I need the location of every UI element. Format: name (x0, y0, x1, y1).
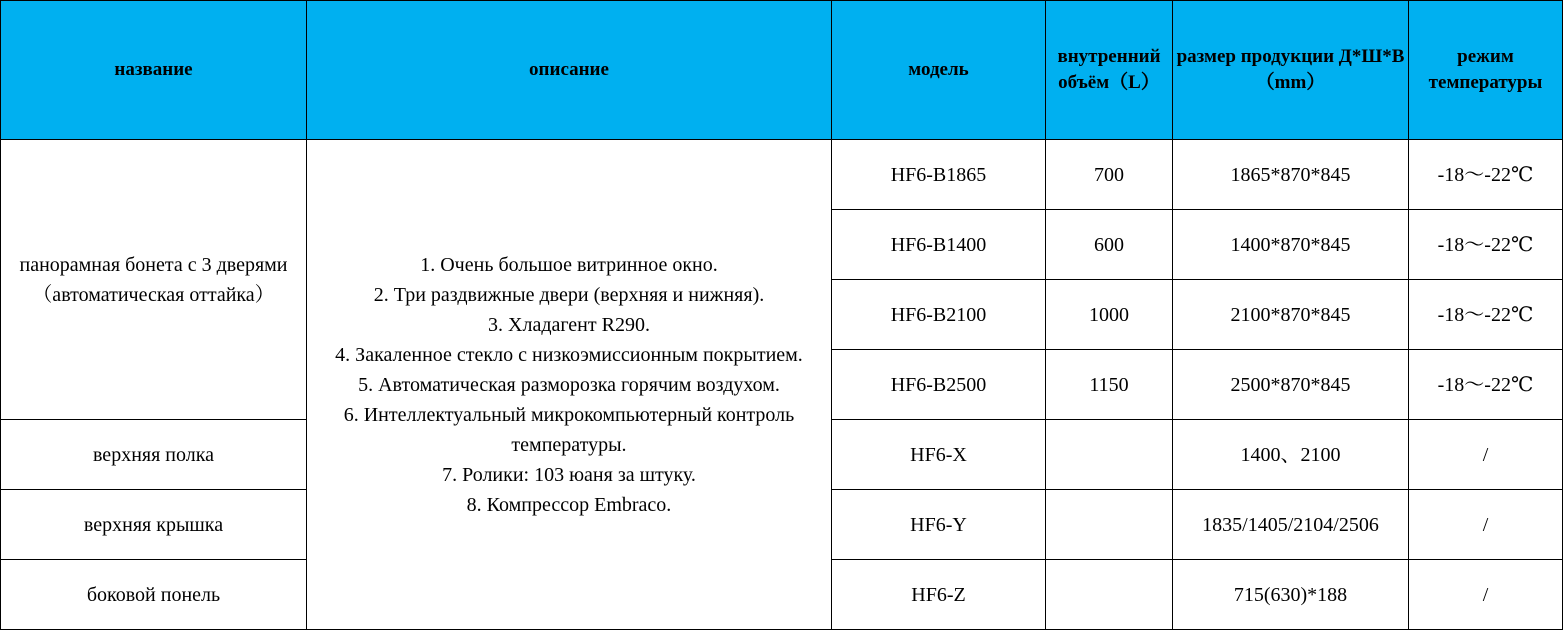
temperature-cell: -18～-22℃ (1409, 350, 1563, 420)
temperature-cell: -18～-22℃ (1409, 140, 1563, 210)
size-cell: 1400、2100 (1173, 420, 1409, 490)
accessory-name-cell: верхняя полка (1, 420, 307, 490)
header-row (1, 1, 1563, 140)
temperature-cell: -18～-22℃ (1409, 280, 1563, 350)
temperature-cell: -18～-22℃ (1409, 210, 1563, 280)
description-line: 7. Ролики: 103 юаня за штуку. (442, 463, 696, 486)
description-line: 3. Хладагент R290. (488, 313, 650, 336)
volume-cell: 600 (1046, 210, 1173, 280)
model-cell: HF6-X (832, 420, 1046, 490)
volume-cell (1046, 560, 1173, 630)
volume-cell (1046, 420, 1173, 490)
size-cell: 715(630)*188 (1173, 560, 1409, 630)
product-name: панорамная бонета с 3 дверями (19, 253, 288, 276)
accessory-name-cell: боковой понель (1, 560, 307, 630)
table-row (1, 140, 1563, 210)
temperature-cell: / (1409, 560, 1563, 630)
temperature-cell: / (1409, 490, 1563, 560)
model-cell: HF6-B2500 (832, 350, 1046, 420)
volume-cell (1046, 490, 1173, 560)
product-name-cell (1, 140, 307, 420)
model-cell: HF6-B1400 (832, 210, 1046, 280)
temperature-cell: / (1409, 420, 1563, 490)
header-volume: внутренний объём（L） (1046, 1, 1173, 140)
size-cell: 2100*870*845 (1173, 280, 1409, 350)
header-size: размер продукции Д*Ш*В （mm） (1173, 1, 1409, 140)
description-line: 5. Автоматическая разморозка горячим воздухом. (358, 373, 780, 396)
model-cell: HF6-B1865 (832, 140, 1046, 210)
volume-cell: 1150 (1046, 350, 1173, 420)
volume-cell: 700 (1046, 140, 1173, 210)
model-cell: HF6-B2100 (832, 280, 1046, 350)
header-model: модель (832, 1, 1046, 140)
model-cell: HF6-Z (832, 560, 1046, 630)
description-line: 2. Три раздвижные двери (верхняя и нижняя). (373, 283, 765, 306)
volume-cell: 1000 (1046, 280, 1173, 350)
header-description: описание (307, 1, 832, 140)
product-description-cell (307, 140, 832, 630)
description-line: 4. Закаленное стекло с низкоэмиссионным покрытием. (335, 343, 803, 366)
size-cell: 2500*870*845 (1173, 350, 1409, 420)
header-name: название (1, 1, 307, 140)
description-line: 8. Компрессор Embraco. (466, 493, 672, 516)
description-line: 1. Очень большое витринное окно. (420, 253, 718, 276)
size-cell: 1865*870*845 (1173, 140, 1409, 210)
size-cell: 1835/1405/2104/2506 (1173, 490, 1409, 560)
model-cell: HF6-Y (832, 490, 1046, 560)
size-cell: 1400*870*845 (1173, 210, 1409, 280)
accessory-name-cell: верхняя крышка (1, 490, 307, 560)
header-temperature: режим температуры (1409, 1, 1563, 140)
description-line: 6. Интеллектуальный микрокомпьютерный контроль температуры. (343, 403, 795, 456)
product-name-note: （автоматическая оттайка） (32, 283, 275, 306)
